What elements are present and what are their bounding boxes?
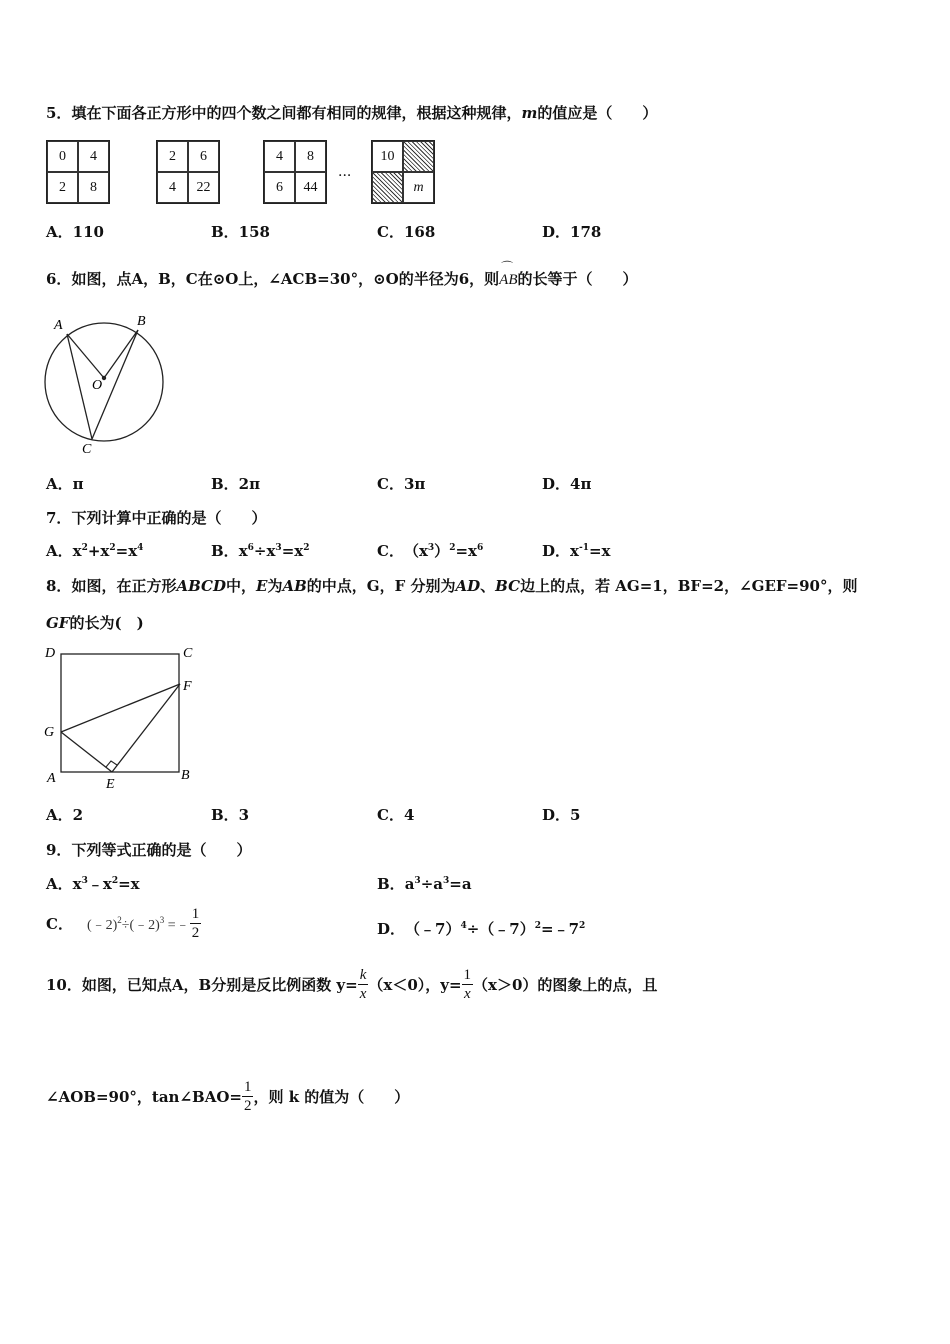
q8-number: 8． (46, 577, 72, 595)
expr: a (404, 875, 415, 893)
option-prefix: A． (46, 875, 73, 893)
option-prefix: C． (377, 542, 404, 560)
q5-square-2 (156, 140, 220, 204)
label-o: O (92, 378, 103, 393)
circle-o (45, 323, 163, 441)
exp: 3 (159, 914, 165, 925)
exp: 2 (109, 543, 116, 553)
q5-text: 填在下面各正方形中的四个数之间都有相同的规律，根据这种规律， (71, 104, 522, 122)
q8-text: 的中点，G，F 分别为 (306, 577, 456, 595)
exp: 3 (442, 876, 450, 886)
square-cell: 6 (188, 141, 219, 172)
expr: =x (281, 542, 304, 560)
expr: =x (115, 542, 138, 560)
q7-number: 7． (46, 509, 72, 527)
expr: =x (455, 542, 477, 560)
q5-square-4 (371, 140, 435, 204)
denominator: x (463, 986, 471, 1002)
expr: =x (588, 542, 611, 560)
q5-option-a: A．110 (46, 223, 104, 241)
square-abcd (61, 654, 179, 772)
q8-option-d: D．5 (542, 806, 581, 824)
numerator: 1 (243, 1079, 252, 1095)
q7-option-d (542, 540, 610, 561)
expr: x (570, 542, 579, 560)
exp: 2 (534, 921, 541, 931)
q6-option-b: B．2π (211, 475, 261, 493)
numerator: k (359, 967, 367, 983)
q9-option-d (377, 918, 585, 939)
square-cell: 0 (47, 141, 78, 172)
label-b: B (137, 314, 146, 329)
square-cell: 10 (372, 141, 403, 172)
q10-number: 10． (46, 976, 82, 994)
q5-number: 5． (46, 104, 72, 122)
q9-text: 下列等式正确的是（ ） (71, 841, 252, 859)
denominator: 2 (191, 925, 200, 941)
q10-fraction-k-over-x (358, 966, 369, 1003)
arc-mark: ⌒ (501, 260, 514, 274)
q8-text: 中， (226, 577, 257, 595)
expr: =a (449, 875, 472, 893)
q7-option-c (377, 540, 483, 561)
expr: ÷（﹣7） (466, 920, 535, 938)
square-cell: 6 (264, 172, 295, 203)
square-cell: 4 (157, 172, 188, 203)
hatched-cell (372, 172, 403, 203)
center-point (102, 376, 106, 380)
q10-text: ∠AOB=90°，tan∠BAO= (46, 1088, 242, 1106)
expr: =x (118, 875, 140, 893)
q10-text: 如图，已知点A，B分别是反比例函数 y= (81, 976, 358, 994)
q8-text: 为 (267, 577, 283, 595)
q8-option-b: B．3 (211, 806, 250, 824)
numerator: 1 (191, 906, 200, 922)
q8-option-c: C．4 (377, 806, 415, 824)
expr: =﹣7 (541, 920, 580, 938)
square-cell: 8 (295, 141, 326, 172)
exp: 2 (449, 543, 456, 553)
right-angle-mark (106, 761, 117, 767)
q9-c-expr (87, 914, 190, 934)
square-cell: 2 (157, 141, 188, 172)
q8-var: ABCD (176, 577, 226, 595)
q9-option-c (46, 905, 201, 942)
q10-stem-line2 (46, 1078, 409, 1115)
expr: ÷a (420, 875, 443, 893)
expr: (﹣2) (86, 917, 118, 933)
exp: 6 (247, 543, 254, 553)
q5-var-m: m (521, 104, 538, 122)
q5-square-3 (263, 140, 327, 204)
q9-stem (46, 839, 251, 860)
q6-text: 如图，点A，B，C在⊙O上，∠ACB=30°，⊙O的半径为6，则 (71, 270, 500, 288)
square-cell: 4 (264, 141, 295, 172)
exp: 3 (275, 543, 282, 553)
label-c: C (82, 442, 92, 457)
denominator: x (359, 986, 367, 1002)
q5-text-end: 的值应是（ ） (537, 104, 658, 122)
q8-var: AB (282, 577, 307, 595)
option-prefix: A． (46, 542, 73, 560)
exp: 2 (117, 914, 122, 925)
q5-option-b: B．158 (211, 223, 270, 241)
q9-number: 9． (46, 841, 72, 859)
square-cell: 8 (78, 172, 109, 203)
expr: x (72, 875, 82, 893)
denominator: 2 (243, 1098, 252, 1114)
option-prefix: D． (377, 920, 406, 938)
q10-text: （x＞0）的图象上的点，且 (473, 976, 658, 994)
exp: 2 (303, 543, 310, 553)
q5-square-1 (46, 140, 110, 204)
square-cell: 4 (78, 141, 109, 172)
q6-option-d: D．4π (542, 475, 592, 493)
exp: 2 (111, 876, 119, 886)
expr: x (72, 542, 82, 560)
exp: -1 (578, 543, 589, 553)
label-e: E (106, 777, 115, 792)
q5-stem (46, 102, 657, 123)
q9-c-fraction (190, 905, 202, 942)
q5-option-d: D．178 (542, 223, 602, 241)
q9-option-b (377, 873, 472, 894)
label-a: A (47, 771, 56, 786)
q7-text: 下列计算中正确的是（ ） (71, 509, 267, 527)
exp: 4 (137, 543, 144, 553)
label-d: D (45, 646, 56, 661)
hatched-cell (403, 141, 434, 172)
q10-fraction-half (242, 1078, 254, 1115)
exp: 3 (414, 876, 421, 886)
exp: 6 (476, 543, 484, 553)
q8-text: 如图，在正方形 (71, 577, 177, 595)
q8-square-figure (40, 640, 210, 795)
option-prefix: D． (542, 542, 571, 560)
q8-var: AD (455, 577, 481, 595)
square-cell: 22 (188, 172, 219, 203)
numerator: 1 (463, 967, 472, 983)
q10-stem-line1 (46, 966, 657, 1003)
q9-option-a (46, 873, 140, 894)
q6-text-end: 的长等于（ ） (517, 270, 638, 288)
option-prefix: B． (211, 542, 239, 560)
q8-var: E (256, 577, 268, 595)
exp: 4 (460, 921, 467, 931)
q8-text: 边上的点，若 AG=1，BF=2，∠GEF=90°，则 (520, 577, 858, 595)
label-f: F (183, 679, 192, 694)
q6-option-c: C．3π (377, 475, 426, 493)
expr: （x (403, 542, 428, 560)
label-c: C (183, 646, 193, 661)
q7-option-b (211, 540, 309, 561)
label-b: B (181, 768, 190, 783)
q8-text: 的长为( ) (69, 614, 144, 632)
expr: ÷x (253, 542, 276, 560)
expr: ÷(﹣2) (121, 917, 160, 933)
q10-fraction-1-over-x (462, 966, 474, 1003)
expr: =﹣ (167, 917, 190, 933)
expr: ） (434, 542, 450, 560)
square-cell: 2 (47, 172, 78, 203)
label-a: A (54, 318, 63, 333)
q8-stem-line2 (46, 612, 144, 633)
expr: ﹣x (87, 875, 112, 893)
exp: 3 (427, 543, 435, 553)
expr: （﹣7） (405, 920, 461, 938)
q6-option-a: A．π (46, 475, 84, 493)
q6-stem (46, 260, 638, 289)
exp: 3 (81, 876, 88, 886)
expr: x (238, 542, 248, 560)
q6-circle-figure (42, 312, 172, 458)
q5-option-c: C．168 (377, 223, 436, 241)
q8-option-a: A．2 (46, 806, 84, 824)
q8-stem-line1 (46, 575, 857, 596)
square-cell: 44 (295, 172, 326, 203)
exp: 2 (81, 543, 88, 553)
arc-label: AB (499, 272, 518, 288)
q8-text: 、 (480, 577, 496, 595)
q7-stem (46, 507, 266, 528)
expr: +x (87, 542, 110, 560)
q7-option-a (46, 540, 143, 561)
segment-ge (61, 732, 112, 772)
label-g: G (44, 725, 55, 740)
exp: 2 (579, 921, 586, 931)
q10-text: （x＜0），y= (368, 976, 462, 994)
option-prefix: B． (377, 875, 405, 893)
q8-var: GF (46, 614, 70, 632)
q5-ellipsis: ··· (338, 168, 352, 184)
square-cell-m: m (403, 172, 434, 203)
option-prefix: C． (46, 915, 73, 933)
q10-text: ，则 k 的值为（ ） (253, 1088, 410, 1106)
q8-var: BC (495, 577, 521, 595)
q6-number: 6． (46, 270, 72, 288)
q6-arc-ab (499, 260, 518, 289)
